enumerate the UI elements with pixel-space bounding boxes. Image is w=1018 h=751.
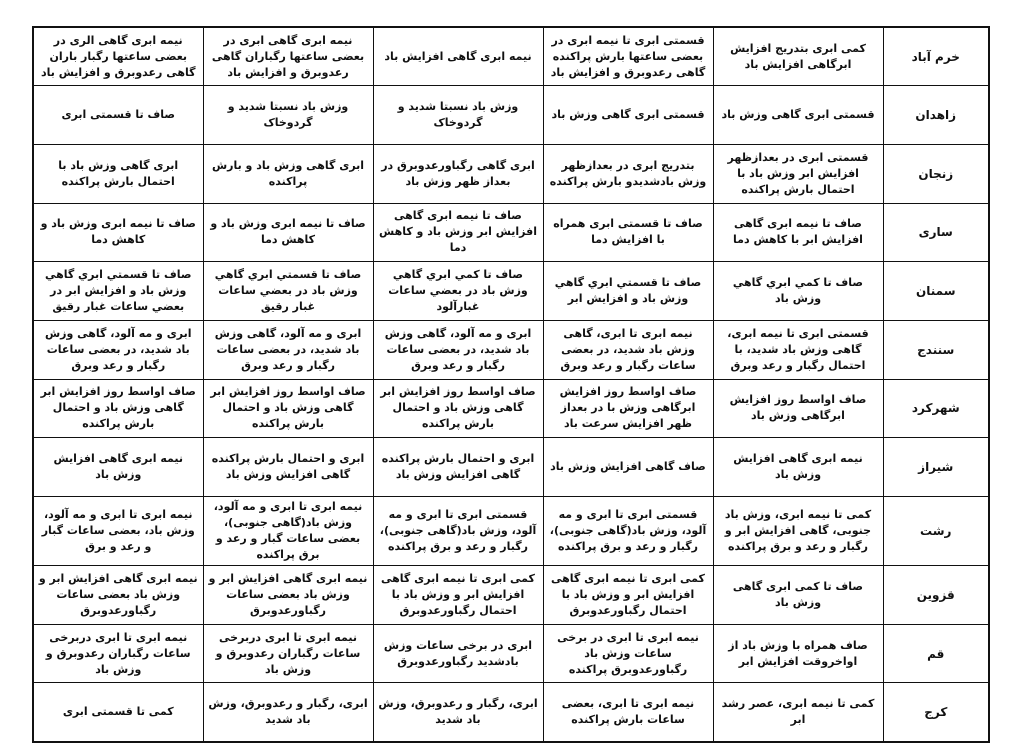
forecast-cell-day1: صاف تا نیمه ابری گاهی افزایش ابر با کاهش دما xyxy=(713,203,883,262)
forecast-cell-day4: وزش باد نسبتا شدید و گردوخاک xyxy=(203,86,373,145)
table-row-rasht xyxy=(33,497,989,566)
forecast-cell-day2: کمی ابری تا نیمه ابری گاهی افزایش ابر و وزش باد با احتمال رگباورعدوبرق xyxy=(543,566,713,625)
city-cell: کرج xyxy=(883,683,989,742)
forecast-cell-day1: قسمتی ابری در بعدازظهر افزایش ابر وزش باد با احتمال بارش پراکنده xyxy=(713,144,883,203)
city-cell: سمنان xyxy=(883,262,989,321)
forecast-cell-day4: نیمه ابری تا ابری و مه آلود، وزش باد(گاهی جنوبی)، بعضی ساعات گبار و رعد و برق پراکنده xyxy=(203,497,373,566)
forecast-cell-day1: کمی ابری بتدریج افزایش ابرگاهی افزایش باد xyxy=(713,27,883,86)
forecast-cell-day4: ابری و مه آلود، گاهی وزش باد شدید، در بعضی ساعات رگبار و رعد وبرق xyxy=(203,320,373,379)
forecast-cell-day1: کمی تا نیمه ابری، وزش باد جنوبی، گاهی افزایش ابر و رگبار و رعد و برق پراکنده xyxy=(713,497,883,566)
forecast-cell-day4: نیمه ابری گاهی افزایش ابر و وزش باد بعضی ساعات رگباورعدوبرق xyxy=(203,566,373,625)
forecast-cell-day1: قسمتی ابری تا نیمه ابری، گاهی وزش باد شدید، با احتمال رگبار و رعد وبرق xyxy=(713,320,883,379)
forecast-cell-day2: نیمه ابری تا ابری، گاهی وزش باد شدید، در بعضی ساعات رگبار و رعد وبرق xyxy=(543,320,713,379)
forecast-cell-day5: نیمه ابری تا ابری دربرخی ساعات رگباران رعدوبرق و وزش باد xyxy=(33,624,203,683)
table-row-semnan xyxy=(33,262,989,321)
forecast-cell-day1: صاف تا کمی ابری گاهی وزش باد xyxy=(713,566,883,625)
forecast-cell-day2: قسمتی ابری تا نیمه ابری در بعضی ساعتها بارش پراکنده گاهی رعدوبرق و افزایش باد xyxy=(543,27,713,86)
forecast-cell-day2: صاف گاهی افزایش وزش باد xyxy=(543,438,713,497)
forecast-cell-day1: قسمتی ابری گاهی وزش باد xyxy=(713,86,883,145)
weather-forecast-table xyxy=(32,26,990,743)
forecast-cell-day5: نیمه ابری گاهی افزایش وزش باد xyxy=(33,438,203,497)
forecast-cell-day5: نیمه ابری گاهی افزایش ابر و وزش باد بعضی ساعات رگباورعدوبرق xyxy=(33,566,203,625)
forecast-cell-day3: صاف تا کمي ابري گاهي وزش باد در بعضي ساعات غبارآلود xyxy=(373,262,543,321)
city-cell: سنندج xyxy=(883,320,989,379)
forecast-cell-day1: کمی تا نیمه ابری، عصر رشد ابر xyxy=(713,683,883,742)
forecast-cell-day5: ابری و مه آلود، گاهی وزش باد شدید، در بعضی ساعات رگبار و رعد وبرق xyxy=(33,320,203,379)
forecast-cell-day5: صاف تا قسمتی ابری xyxy=(33,86,203,145)
forecast-cell-day1: صاف اواسط روز افزایش ابرگاهی وزش باد xyxy=(713,379,883,438)
forecast-cell-day1: نیمه ابری گاهی افزایش وزش باد xyxy=(713,438,883,497)
forecast-cell-day2: صاف تا قسمتي ابري گاهي وزش باد و افزایش ابر xyxy=(543,262,713,321)
city-cell: شهرکرد xyxy=(883,379,989,438)
forecast-cell-day3: قسمتی ابری تا ابری و مه آلود، وزش باد(گاهی جنوبی)، رگبار و رعد و برق پراکنده xyxy=(373,497,543,566)
forecast-cell-day3: ابری گاهی رگباورعدوبرق در بعداز ظهر وزش باد xyxy=(373,144,543,203)
forecast-cell-day2: نیمه ابری تا ابری، بعضی ساعات بارش پراکنده xyxy=(543,683,713,742)
forecast-cell-day3: ابری، رگبار و رعدوبرق، وزش باد شدید xyxy=(373,683,543,742)
table-row-zahedan xyxy=(33,86,989,145)
city-cell: قم xyxy=(883,624,989,683)
forecast-cell-day1: صاف تا کمي ابري گاهي وزش باد xyxy=(713,262,883,321)
city-cell: زاهدان xyxy=(883,86,989,145)
forecast-cell-day5: صاف تا قسمتي ابري گاهي وزش باد و افزايش ابر در بعضي ساعات غبار رقيق xyxy=(33,262,203,321)
city-cell: خرم آباد xyxy=(883,27,989,86)
forecast-cell-day5: نیمه ابری گاهی الری در بعضی ساعتها رگبار باران گاهی رعدوبرق و افزایش باد xyxy=(33,27,203,86)
forecast-cell-day3: ابری و احتمال بارش پراکنده گاهی افزایش وزش باد xyxy=(373,438,543,497)
table-row-sanandaj xyxy=(33,320,989,379)
forecast-cell-day3: ابری و مه آلود، گاهی وزش باد شدید، در بعضی ساعات رگبار و رعد وبرق xyxy=(373,320,543,379)
forecast-cell-day2: صاف تا قسمتی ابری همراه با افزایش دما xyxy=(543,203,713,262)
forecast-cell-day3: کمی ابری تا نیمه ابری گاهی افزایش ابر و وزش باد با احتمال رگباورعدوبرق xyxy=(373,566,543,625)
forecast-cell-day3: صاف تا نیمه ابری گاهی افزایش ابر وزش باد و کاهش دما xyxy=(373,203,543,262)
table-row-qom xyxy=(33,624,989,683)
city-cell: شیراز xyxy=(883,438,989,497)
forecast-cell-day5: صاف اواسط روز افزایش ابر گاهی وزش باد و احتمال بارش پراکنده xyxy=(33,379,203,438)
forecast-cell-day3: وزش باد نسبتا شدید و گردوخاک xyxy=(373,86,543,145)
table-row-zanjan xyxy=(33,144,989,203)
table-row-sari xyxy=(33,203,989,262)
forecast-cell-day4: نیمه ابری تا ابری دربرخی ساعات رگباران رعدوبرق و وزش باد xyxy=(203,624,373,683)
forecast-cell-day4: صاف تا قسمتي ابري گاهي وزش باد در بعضي ساعات غبار رقيق xyxy=(203,262,373,321)
city-cell: رشت xyxy=(883,497,989,566)
forecast-cell-day1: صاف همراه با وزش باد از اواخروقت افزایش ابر xyxy=(713,624,883,683)
forecast-cell-day3: نیمه ابری گاهی افزایش باد xyxy=(373,27,543,86)
forecast-cell-day4: ابری، رگبار و رعدوبرق، وزش باد شدید xyxy=(203,683,373,742)
table-row-shahrekord xyxy=(33,379,989,438)
city-cell: زنجان xyxy=(883,144,989,203)
forecast-cell-day3: ابری در برخی ساعات وزش بادشدید رگباورعدوبرق xyxy=(373,624,543,683)
forecast-cell-day2: بتدریج ابری در بعدازظهر وزش بادشدیدو بارش پراکنده xyxy=(543,144,713,203)
forecast-cell-day5: نیمه ابری تا ابری و مه آلود، وزش باد، بعضی ساعات گبار و رعد و برق xyxy=(33,497,203,566)
city-cell: ساری xyxy=(883,203,989,262)
table-row-karaj xyxy=(33,683,989,742)
forecast-cell-day4: ابری گاهی وزش باد و بارش پراکنده xyxy=(203,144,373,203)
city-cell: قزوین xyxy=(883,566,989,625)
forecast-cell-day2: قسمتی ابری تا ابری و مه آلود، وزش باد(گاهی جنوبی)، رگبار و رعد و برق پراکنده xyxy=(543,497,713,566)
forecast-cell-day4: ابری و احتمال بارش پراکنده گاهی افزایش وزش باد xyxy=(203,438,373,497)
forecast-cell-day4: نیمه ابری گاهی ابری در بعضی ساعتها رگباران گاهی رعدوبرق و افزایش باد xyxy=(203,27,373,86)
forecast-cell-day4: صاف اواسط روز افزایش ابر گاهی وزش باد و احتمال بارش پراکنده xyxy=(203,379,373,438)
table-row-shiraz xyxy=(33,438,989,497)
forecast-cell-day5: ابری گاهی وزش باد با احتمال بارش پراکنده xyxy=(33,144,203,203)
table-row-khorramabad xyxy=(33,27,989,86)
forecast-cell-day2: صاف اواسط روز افزایش ابرگاهی وزش با در بعداز ظهر افزایش سرعت باد xyxy=(543,379,713,438)
forecast-cell-day5: صاف تا نیمه ابری وزش باد و کاهش دما xyxy=(33,203,203,262)
forecast-cell-day4: صاف تا نیمه ابری وزش باد و کاهش دما xyxy=(203,203,373,262)
forecast-cell-day3: صاف اواسط روز افزایش ابر گاهی وزش باد و احتمال بارش پراکنده xyxy=(373,379,543,438)
forecast-cell-day2: قسمتی ابری گاهی وزش باد xyxy=(543,86,713,145)
table-row-qazvin xyxy=(33,566,989,625)
forecast-cell-day2: نیمه ابری تا ابری در برخی ساعات وزش باد رگباورعدوبرق پراکنده xyxy=(543,624,713,683)
forecast-cell-day5: کمی تا قسمتی ابری xyxy=(33,683,203,742)
